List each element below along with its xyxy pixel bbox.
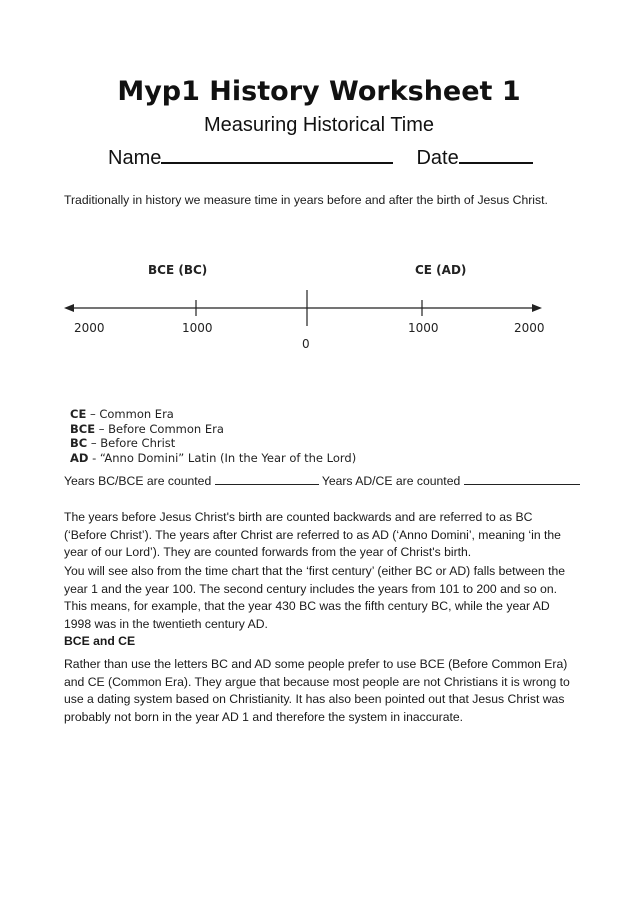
timeline-left-label: BCE (BC) — [148, 263, 208, 277]
abbreviation-legend — [70, 407, 356, 465]
bc-counted-blank[interactable] — [215, 472, 319, 485]
timeline-tick-label: 0 — [302, 337, 310, 351]
paragraph-bce-ce: Rather than use the letters BC and AD some people prefer to use BCE (Before Common Era) and CE (Common Era). They argue that because most people are not Christians it is wrong to use a dating system based on Christianity. It has also been pointed out that Jesus Christ was probably not born in the year AD 1 and therefore the system in inaccurate. — [64, 657, 570, 724]
legend-item: CE – Common Era — [70, 407, 174, 421]
timeline-diagram — [60, 256, 560, 356]
paragraph-centuries: You will see also from the time chart that the ‘first century’ (either BC or AD) falls between the year 1 and the year 100. The second century includes the years from 101 to 200 and so on. This means, for example, that the year 430 BC was the fifth century BC, while the year AD 1998 was in the twentieth century AD. — [64, 564, 566, 631]
timeline-tick-label: 2000 — [74, 321, 105, 335]
paragraph-bc-ad: The years before Jesus Christ's birth are counted backwards and are referred to as BC (‘Before Christ’). The years after Christ are referred to as AD (‘Anno Domini’, meaning ‘in the year of our Lord’). They are counted forwards from the year of Christ's birth. — [64, 510, 561, 559]
page-subtitle: Measuring Historical Time — [203, 114, 435, 136]
intro-text: Traditionally in history we measure time in years before and after the birth of Jesus Christ. — [64, 193, 548, 207]
section-heading-bce-ce: BCE and CE — [64, 634, 136, 648]
name-blank-line[interactable] — [161, 142, 393, 164]
bc-counted-label: Years BC/BCE are counted — [64, 474, 212, 488]
date-blank-line[interactable] — [459, 142, 533, 164]
timeline-left-arrow — [64, 304, 74, 312]
timeline-right-label: CE (AD) — [415, 263, 467, 277]
legend-item: BCE – Before Common Era — [70, 421, 224, 436]
legend-item: AD - “Anno Domini” Latin (In the Year of the Lord) — [70, 450, 357, 465]
timeline-tick-label: 1000 — [182, 321, 213, 335]
counted-row — [64, 472, 576, 491]
timeline-tick-label: 1000 — [408, 321, 439, 335]
page-title: Myp1 History Worksheet 1 — [117, 76, 521, 107]
name-date-row — [108, 142, 533, 170]
timeline-tick-label: 2000 — [514, 321, 545, 335]
legend-item: BC – Before Christ — [70, 436, 176, 450]
ad-counted-label: Years AD/CE are counted — [321, 474, 461, 488]
timeline-right-arrow — [532, 304, 542, 312]
name-label: Name — [108, 147, 162, 169]
date-label: Date — [416, 147, 459, 169]
ad-counted-blank[interactable] — [464, 472, 580, 485]
